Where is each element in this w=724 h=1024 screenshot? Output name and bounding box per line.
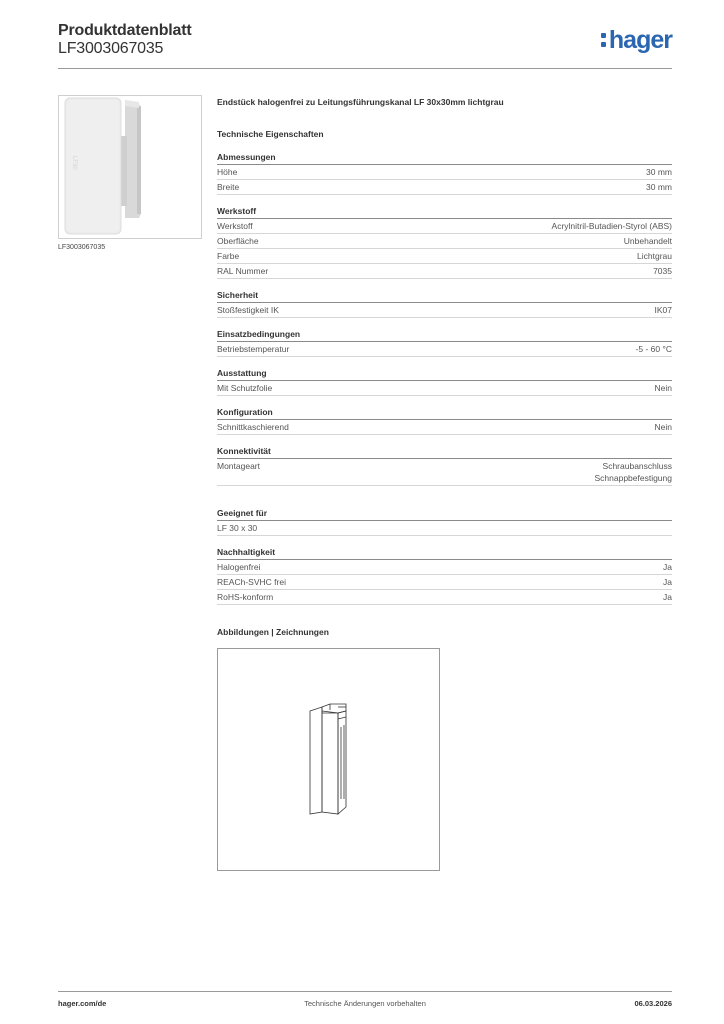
section-title: Ausstattung bbox=[217, 367, 672, 381]
product-description: Endstück halogenfrei zu Leitungsführungskanal LF 30x30mm lichtgrau bbox=[217, 97, 504, 107]
property-value-line: 30 mm bbox=[646, 167, 672, 177]
hager-logo bbox=[601, 28, 672, 53]
property-row bbox=[217, 219, 672, 234]
product-number: LF3003067035 bbox=[58, 40, 164, 57]
property-row bbox=[217, 234, 672, 249]
property-label: Farbe bbox=[217, 251, 240, 261]
property-label: RAL Nummer bbox=[217, 266, 269, 276]
footer-disclaimer: Technische Änderungen vorbehalten bbox=[304, 999, 426, 1008]
property-value-line: Ja bbox=[663, 562, 672, 572]
property-label: Oberfläche bbox=[217, 236, 259, 246]
property-label: Halogenfrei bbox=[217, 562, 261, 572]
property-value bbox=[655, 382, 672, 394]
section-title: Werkstoff bbox=[217, 205, 672, 219]
property-label: RoHS-konform bbox=[217, 592, 274, 602]
property-value-line: IK07 bbox=[654, 305, 672, 315]
property-row bbox=[217, 420, 672, 435]
property-value-line: Schraubanschluss bbox=[602, 461, 672, 471]
property-value-line: Nein bbox=[654, 383, 672, 393]
property-value bbox=[663, 561, 672, 573]
document-title: Produktdatenblatt bbox=[58, 22, 192, 39]
section-title: Nachhaltigkeit bbox=[217, 546, 672, 560]
drawings-title: Abbildungen | Zeichnungen bbox=[217, 627, 329, 637]
svg-text:LF30: LF30 bbox=[71, 156, 77, 170]
property-value bbox=[646, 181, 672, 193]
property-section bbox=[217, 151, 672, 195]
property-value-line: 30 mm bbox=[646, 182, 672, 192]
product-photo bbox=[58, 95, 202, 239]
property-row bbox=[217, 590, 672, 605]
property-section bbox=[217, 406, 672, 435]
property-row bbox=[217, 342, 672, 357]
property-sections bbox=[217, 151, 672, 605]
property-value bbox=[636, 343, 672, 355]
property-value bbox=[624, 235, 672, 247]
property-value-line: Unbehandelt bbox=[623, 236, 672, 246]
property-row bbox=[217, 249, 672, 264]
property-value-line: Acrylnitril-Butadien-Styrol (ABS) bbox=[551, 221, 672, 231]
property-value bbox=[663, 591, 672, 603]
property-section bbox=[217, 507, 672, 536]
property-value-line: Lichtgrau bbox=[637, 251, 672, 261]
property-label: Montageart bbox=[217, 461, 260, 471]
property-row bbox=[217, 381, 672, 396]
property-label: Stoßfestigkeit IK bbox=[217, 305, 279, 315]
section-title: Abmessungen bbox=[217, 151, 672, 165]
property-value bbox=[653, 265, 672, 277]
property-label: Breite bbox=[217, 182, 240, 192]
property-label: Mit Schutzfolie bbox=[217, 383, 273, 393]
property-section bbox=[217, 367, 672, 396]
property-value bbox=[655, 304, 673, 316]
property-value-line: Nein bbox=[654, 422, 672, 432]
property-row bbox=[217, 264, 672, 279]
section-title: Konnektivität bbox=[217, 445, 672, 459]
logo-text: hager bbox=[608, 26, 672, 54]
product-details bbox=[217, 96, 672, 638]
property-value bbox=[594, 460, 672, 484]
property-value bbox=[637, 250, 672, 262]
property-label: REACh-SVHC frei bbox=[217, 577, 286, 587]
technical-drawing-image bbox=[218, 649, 439, 870]
property-row bbox=[217, 180, 672, 195]
section-title: Geeignet für bbox=[217, 507, 672, 521]
property-section bbox=[217, 445, 672, 486]
product-photo-caption: LF3003067035 bbox=[58, 244, 106, 251]
property-label: Höhe bbox=[217, 167, 238, 177]
page-footer bbox=[58, 991, 672, 1012]
property-row bbox=[217, 459, 672, 486]
property-row bbox=[217, 521, 672, 536]
property-label: Betriebstemperatur bbox=[217, 344, 290, 354]
property-label: LF 30 x 30 bbox=[217, 523, 258, 533]
property-value bbox=[646, 166, 672, 178]
property-row bbox=[217, 560, 672, 575]
property-value-line: 7035 bbox=[653, 266, 672, 276]
footer-website: hager.com/de bbox=[58, 999, 107, 1008]
property-section bbox=[217, 328, 672, 357]
property-value bbox=[663, 576, 672, 588]
technical-properties-title: Technische Eigenschaften bbox=[217, 129, 324, 139]
page-header bbox=[58, 22, 672, 69]
property-value-line: Ja bbox=[663, 577, 672, 587]
property-value-line: Ja bbox=[663, 592, 672, 602]
product-photo-image bbox=[59, 96, 201, 238]
property-label: Werkstoff bbox=[217, 221, 253, 231]
property-value-line: -5 - 60 °C bbox=[635, 344, 672, 354]
property-section bbox=[217, 289, 672, 318]
logo-colon-icon bbox=[601, 28, 607, 47]
property-label: Schnittkaschierend bbox=[217, 422, 289, 432]
section-title: Sicherheit bbox=[217, 289, 672, 303]
property-section bbox=[217, 205, 672, 279]
property-section bbox=[217, 546, 672, 605]
section-title: Konfiguration bbox=[217, 406, 672, 420]
property-value-line: Schnappbefestigung bbox=[594, 473, 672, 483]
property-value bbox=[552, 220, 672, 232]
property-row bbox=[217, 165, 672, 180]
property-row bbox=[217, 575, 672, 590]
technical-drawing bbox=[217, 648, 440, 871]
section-title: Einsatzbedingungen bbox=[217, 328, 672, 342]
footer-date: 06.03.2026 bbox=[634, 999, 672, 1008]
property-value bbox=[655, 421, 672, 433]
property-row bbox=[217, 303, 672, 318]
